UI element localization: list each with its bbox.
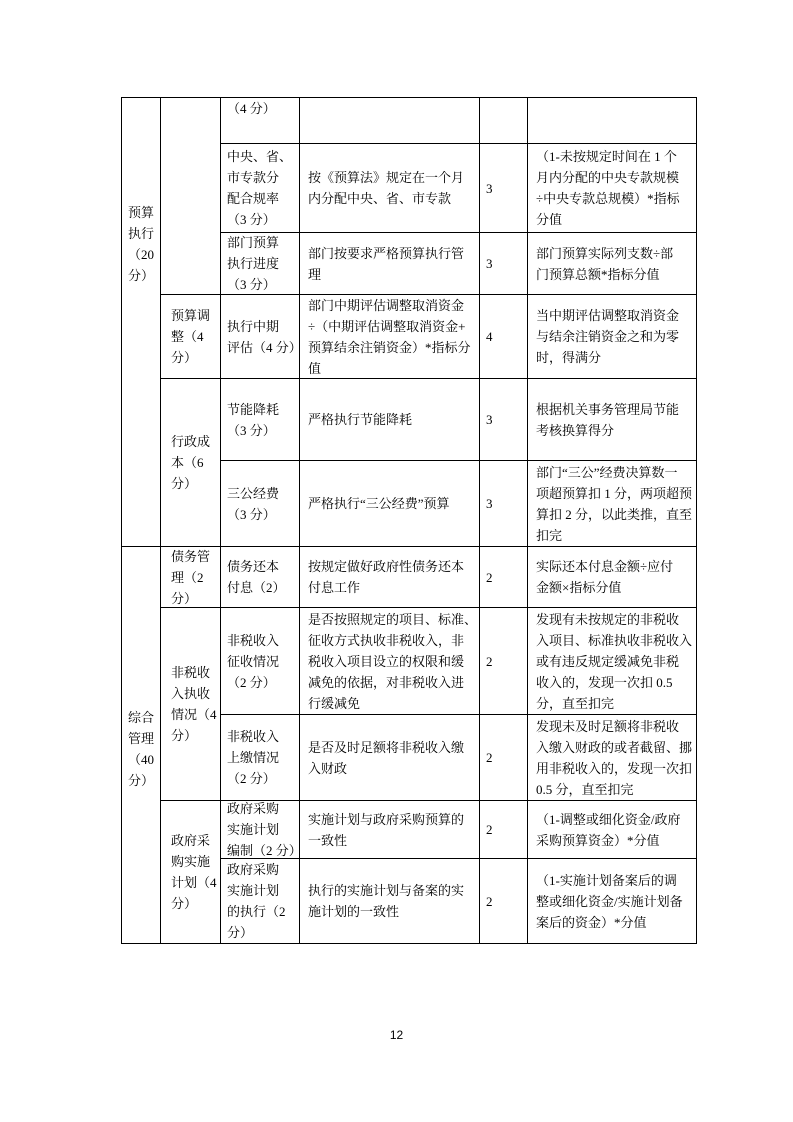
method-cell	[527, 232, 697, 295]
method-cell	[527, 97, 697, 144]
score-value: 2	[486, 653, 493, 669]
score-value: 2	[486, 569, 493, 585]
indicator-text: 三公经费 （3 分）	[227, 485, 280, 522]
score-cell	[479, 378, 528, 461]
indicator-cell	[220, 232, 300, 295]
category-cell	[121, 97, 161, 547]
subcategory-cell	[160, 294, 221, 379]
category-label: 综合 管理 （40 分）	[127, 710, 154, 788]
standard-text: 执行的实施计划与备案的实 施计划的一致性	[308, 883, 465, 919]
score-cell	[479, 607, 528, 715]
subcategory-cell	[160, 97, 221, 295]
subcategory-label: 行政成 本（6 分）	[171, 434, 211, 491]
indicator-cell	[220, 378, 300, 461]
standard-cell	[299, 800, 480, 859]
subcategory-cell	[160, 607, 221, 801]
score-cell	[479, 232, 528, 295]
subcategory-cell	[160, 800, 221, 944]
indicator-cell	[220, 714, 300, 801]
score-value: 3	[486, 496, 493, 511]
standard-text: 实施计划与政府采购预算的 一致性	[308, 811, 465, 848]
score-value: 4	[486, 329, 493, 344]
indicator-text: 政府采购 实施计划 编制（2 分）	[227, 801, 302, 858]
indicator-cell	[220, 546, 300, 608]
standard-cell	[299, 378, 480, 461]
score-cell	[479, 294, 528, 379]
indicator-text: 债务还本 付息（2）	[227, 559, 286, 595]
score-cell	[479, 800, 528, 859]
score-value: 3	[486, 180, 493, 196]
category-cell	[121, 546, 161, 944]
category-label: 预算 执行 （20 分）	[127, 205, 154, 283]
indicator-cell	[220, 294, 300, 379]
method-text: （1-调整或细化资金/政府 采购预算资金）*分值	[536, 811, 681, 848]
method-text: 部门“三公”经费决算数一 项超预算扣 1 分，两项超预 算扣 2 分，以此类推，直至 扣完	[536, 464, 693, 543]
indicator-cell	[220, 800, 300, 859]
method-text: 根据机关事务管理局节能 考核换算得分	[536, 401, 680, 438]
subcategory-cell	[160, 546, 221, 608]
indicator-text: 政府采购 实施计划 的执行（2 分）	[227, 862, 286, 940]
method-text: 当中期评估调整取消资金 与结余注销资金之和为零 时，得满分	[536, 308, 680, 365]
subcategory-label: 债务管 理（2 分）	[171, 548, 211, 606]
score-cell	[479, 143, 528, 233]
standard-text: 是否及时足额将非税收入缴 入财政	[308, 739, 465, 776]
subcategory-cell	[160, 378, 221, 547]
standard-cell	[299, 232, 480, 295]
method-cell	[527, 546, 697, 608]
indicator-text: 非税收入 征收情况 （2 分）	[227, 632, 280, 690]
indicator-cell	[220, 97, 300, 144]
standard-text: 严格执行“三公经费”预算	[308, 496, 450, 511]
standard-text: 是否按照规定的项目、标准、 征收方式执收非税收入，非 税收入项目设立的权限和缓 减免的依据，对非税收入进 行缓减免	[308, 611, 478, 711]
indicator-text: （4 分）	[227, 101, 276, 116]
score-value: 2	[486, 822, 493, 837]
method-cell	[527, 858, 697, 944]
indicator-text: 非税收入 上缴情况 （2 分）	[227, 729, 280, 786]
score-cell	[479, 858, 528, 944]
score-cell	[479, 460, 528, 547]
indicator-text: 中央、省、 市专款分 配合规率 （3 分）	[227, 149, 293, 227]
score-value: 2	[486, 750, 493, 765]
method-cell	[527, 800, 697, 859]
method-text: 部门预算实际列支数÷部 门预算总额*指标分值	[536, 245, 674, 282]
method-cell	[527, 607, 697, 715]
standard-cell	[299, 143, 480, 233]
standard-cell	[299, 607, 480, 715]
method-cell	[527, 714, 697, 801]
page-number: 12	[389, 1028, 404, 1042]
standard-text: 按规定做好政府性债务还本 付息工作	[308, 559, 465, 595]
method-cell	[527, 143, 697, 233]
standard-text: 部门按要求严格预算执行管 理	[308, 245, 465, 282]
standard-text: 按《预算法》规定在一个月 内分配中央、省、市专款	[308, 170, 465, 206]
method-text: 发现未及时足额将非税收 入缴入财政的或者截留、挪 用非税收入的，发现一次扣 0.5 分，直至扣完	[536, 718, 693, 797]
standard-text: 严格执行节能降耗	[308, 412, 413, 427]
indicator-text: 执行中期 评估（4 分）	[227, 318, 302, 355]
score-value: 3	[486, 412, 493, 427]
standard-text: 部门中期评估调整取消资金 ÷（中期评估调整取消资金+ 预算结余注销资金）*指标分 值	[308, 297, 471, 376]
score-value: 2	[486, 893, 493, 909]
method-text: （1-未按规定时间在 1 个 月内分配的中央专款规模 ÷中央专款总规模）*指标 分值	[536, 149, 680, 227]
score-cell	[479, 546, 528, 608]
method-cell	[527, 378, 697, 461]
method-text: 实际还本付息金额÷应付 金额×指标分值	[536, 559, 674, 595]
subcategory-label: 预算调 整（4 分）	[171, 308, 211, 365]
method-cell	[527, 294, 697, 379]
indicator-text: 节能降耗 （3 分）	[227, 401, 280, 438]
indicator-text: 部门预算 执行进度 （3 分）	[227, 235, 280, 292]
indicator-cell	[220, 607, 300, 715]
indicator-cell	[220, 858, 300, 944]
indicator-cell	[220, 460, 300, 547]
score-value: 3	[486, 256, 493, 271]
score-cell	[479, 97, 528, 144]
standard-cell	[299, 858, 480, 944]
indicator-cell	[220, 143, 300, 233]
subcategory-label: 政府采 购实施 计划（4 分）	[171, 833, 217, 911]
standard-cell	[299, 460, 480, 547]
standard-cell	[299, 546, 480, 608]
standard-cell	[299, 294, 480, 379]
method-text: 发现有未按规定的非税收 入项目、标准执收非税收入 或有违反规定缓减免非税 收入的，发现一次扣 0.5 分，直至扣完	[536, 611, 693, 711]
subcategory-label: 非税收 入执收 情况（4 分）	[171, 665, 217, 743]
method-cell	[527, 460, 697, 547]
score-cell	[479, 714, 528, 801]
method-text: （1-实施计划备案后的调 整或细化资金/实施计划备 案后的资金）*分值	[536, 872, 683, 930]
standard-cell	[299, 97, 480, 144]
standard-cell	[299, 714, 480, 801]
